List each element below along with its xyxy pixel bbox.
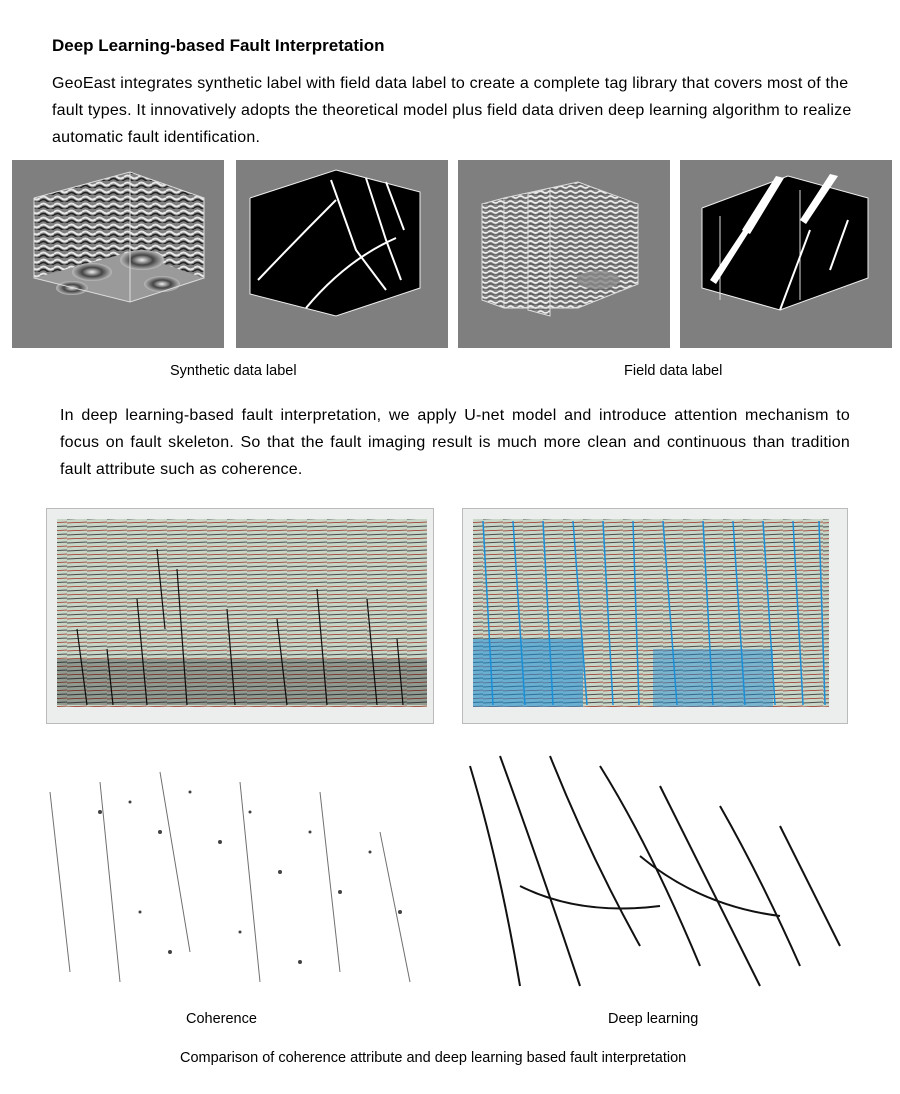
seismic-section-deep-learning-image [462, 508, 848, 724]
body-paragraph: In deep learning-based fault interpretation, we apply U-net model and introduce attention mechanism to focus on fault skeleton. So that the fault imaging result is much more clean and continuous than tradition fault attribute such as coherence. [60, 407, 850, 478]
caption-comparison: Comparison of coherence attribute and deep learning based fault interpretation [180, 1050, 687, 1066]
page-title: Deep Learning-based Fault Interpretation [52, 36, 385, 55]
synthetic-fault-label-cube-image [236, 160, 448, 348]
synthetic-seismic-cube-image [12, 160, 224, 348]
caption-field-data-label: Field data label [624, 363, 723, 379]
coherence-slice-image [40, 752, 430, 994]
intro-paragraph: GeoEast integrates synthetic label with field data label to create a complete tag library that covers most of the fault types. It innovatively adopts the theoretical model plus field data driven deep learning algorithm to realize automatic fault identification. [52, 75, 852, 146]
field-seismic-cube-image [458, 160, 670, 348]
field-fault-label-cube-image [680, 160, 892, 348]
deep-learning-slice-image [460, 746, 844, 990]
caption-deep-learning: Deep learning [608, 1011, 699, 1027]
caption-synthetic-data-label: Synthetic data label [170, 363, 297, 379]
caption-coherence: Coherence [186, 1011, 257, 1027]
seismic-section-coherence-image [46, 508, 434, 724]
